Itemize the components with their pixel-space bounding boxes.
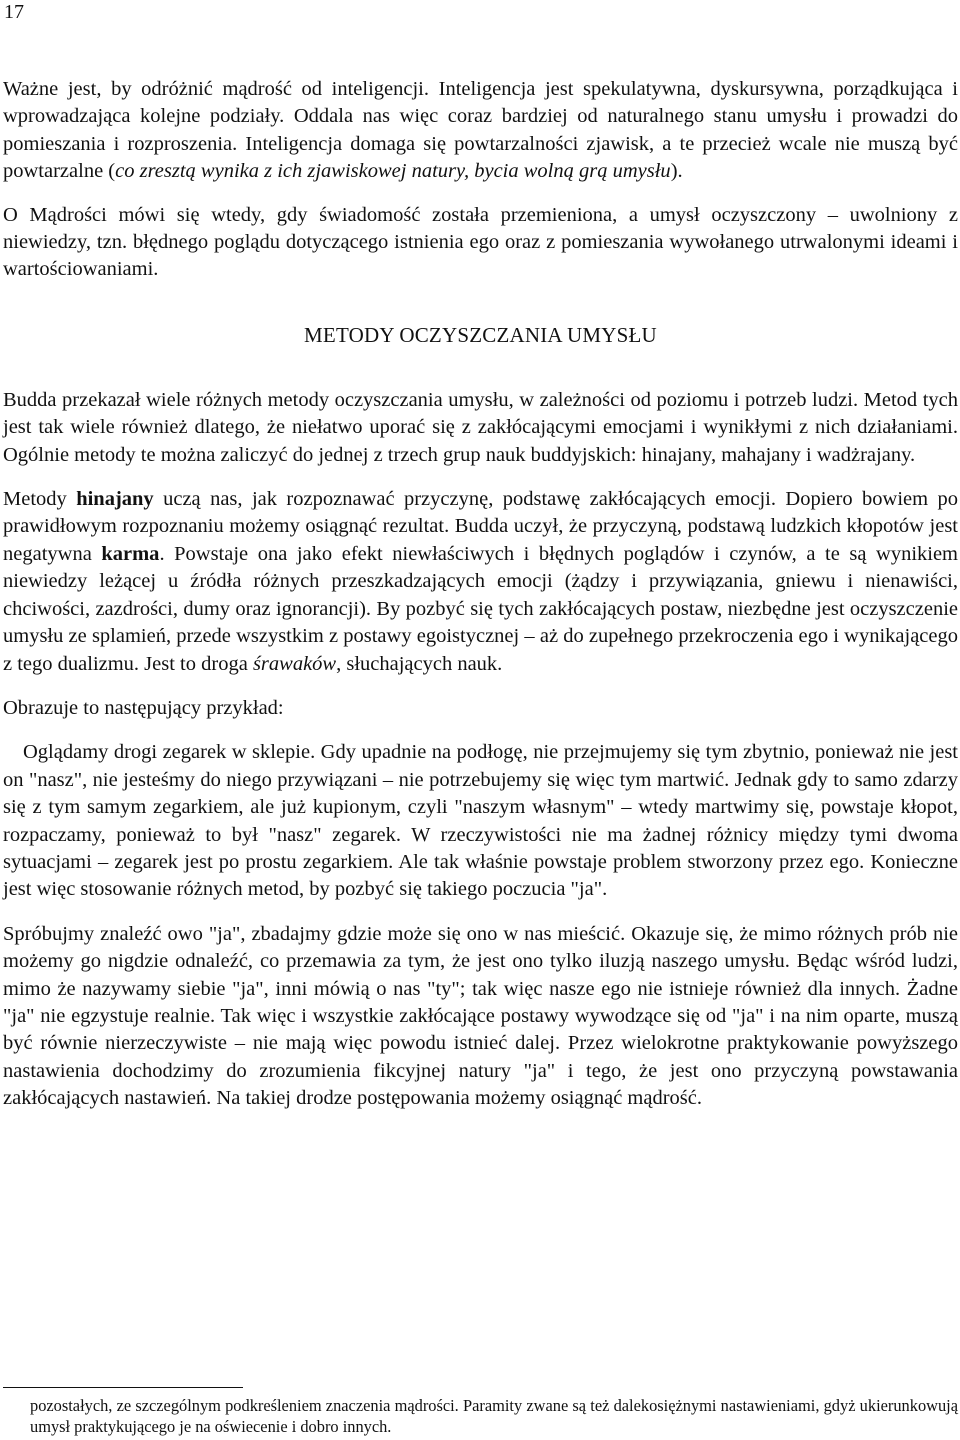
text-run: Metody xyxy=(3,488,77,511)
text-run: ). xyxy=(670,160,683,183)
text-run: uczą nas, jak rozpoznawać przyczynę, podstawę zakłócających emocji. Dopiero bowiem po prawidłowym rozpoznaniu możemy osiągnąć rezultat. Budda uczył, że przyczyną, podstawą ludzkich kłopotów jest negatywna xyxy=(3,488,958,565)
paragraph-methods-intro: Budda przekazał wiele różnych metody oczyszczania umysłu, w zależności od poziomu i potrzeb ludzi. Metod tych jest tak wiele również dlatego, że niełatwo uporać się z zakłócającymi emocjami i wynikłymi z nich działaniami. Ogólnie metody te można zaliczyć do jednej z trzech grup nauk buddyjskich: hinajany, mahajany i wadżrajany. xyxy=(3,388,958,466)
paragraph-wisdom-definition: O Mądrości mówi się wtedy, gdy świadomość została przemieniona, a umysł oczyszczony – uwolniony z niewiedzy, tzn. błędnego poglądu dotyczącego istnienia ego oraz z pomieszania wywołanego utrwalonymi ideami i wartościowaniami. xyxy=(3,203,958,281)
bold-run: hinajany xyxy=(76,488,154,511)
page-body xyxy=(3,76,958,1113)
section-heading: METODY OCZYSZCZANIA UMYSŁU xyxy=(304,322,657,347)
paragraph-hinayana xyxy=(3,486,958,678)
italic-run: śrawaków xyxy=(252,652,337,675)
paragraph-watch-example: Oglądamy drogi zegarek w sklepie. Gdy upadnie na podłogę, nie przejmujemy się tym zbytnio, ponieważ nie jest on "nasz", nie jesteśmy do niego przywiązani – nie potrzebujemy się więc tym martwić. Jednak gdy to samo zdarzy się z tym samym zegarkiem, ale już kupionym, czyli "naszym własnym" – wtedy martwimy się, powstaje kłopot, rozpaczamy, ponieważ to był "nasz" zegarek. W rzeczywistości nie ma żadnej różnicy między tymi dwoma sytuacjami – zegarek jest po prostu zegarkiem. Ale tak właśnie powstaje problem stworzony przez ego. Konieczne jest więc stosowanie różnych metod, by pozbyć się takiego poczucia "ja". xyxy=(3,741,958,901)
bold-run: karma xyxy=(101,542,160,565)
paragraph-find-self: Spróbujmy znaleźć owo "ja", zbadajmy gdzie może się ono w nas mieścić. Okazuje się, że mimo różnych prób nie możemy go nigdzie odnaleźć, co przemawia za tym, że jest ono tylko iluzją naszego umysłu. Będąc wśród ludzi, mimo że nazywamy siebie "ja", inni mówią o nas "ty"; tak więc nasze ego nie istnieje również dla innych. Żadne "ja" nie egzystuje realnie. Tak więc i wszystkie zakłócające postawy wywodzące się od "ja" i na nim oparte, muszą być równie nierzeczywiste – nie mają więc powodu istnieć dalej. Przez wielokrotne praktykowanie powyższego nastawienia dochodzimy do zrozumienia fikcyjnej natury "ja" i tego, że jest ono przyczyną powstawania zakłócających nastawień. Na takiej drodze postępowania możemy osiągnąć mądrość. xyxy=(3,922,958,1110)
paragraph-example-intro: Obrazuje to następujący przykład: xyxy=(3,696,284,719)
paragraph-wisdom-vs-intelligence xyxy=(3,76,958,186)
text-run: Ważne jest, by odróżnić mądrość od inteligencji. Inteligencja jest spekulatywna, dyskursywna, porządkująca i wprowadzająca kolejne podziały. Oddala nas więc coraz bardziej od naturalnego stanu umysłu i prowadzi do pomieszania i rozproszenia. Inteligencja domaga się powtarzalności zjawisk, a te przecież wcale nie muszą być powtarzalne ( xyxy=(3,78,958,183)
footnote: pozostałych, ze szczególnym podkreśleniem znaczenia mądrości. Paramity zwane są też dalekosiężnymi nastawieniami, gdyż ukierunkowują umysł praktykującego je na oświecenie i dobro innych. xyxy=(30,1396,958,1436)
text-run: . Powstaje ona jako efekt niewłaściwych i błędnych poglądów i czynów, a te są wynikiem niewiedzy leżącej u źródła różnych przeszkadzających emocji (żądzy i przywiązania, gniewu i nienawiści, chciwości, zazdrości, dumy oraz ignorancji). By pozbyć się tych zakłócających postaw, niezbędne jest oczyszczenie umysłu ze splamień, przede wszystkim z postawy egoistycznej – aż do zupełnego przekroczenia ego i wynikającego z tego dualizmu. Jest to droga xyxy=(3,542,959,675)
page-number: 17 xyxy=(4,1,24,23)
italic-run: co zresztą wynika z ich zjawiskowej natury, bycia wolną grą umysłu xyxy=(115,160,671,183)
text-run: , słuchających nauk. xyxy=(336,652,503,675)
footnote-divider xyxy=(3,1387,243,1388)
